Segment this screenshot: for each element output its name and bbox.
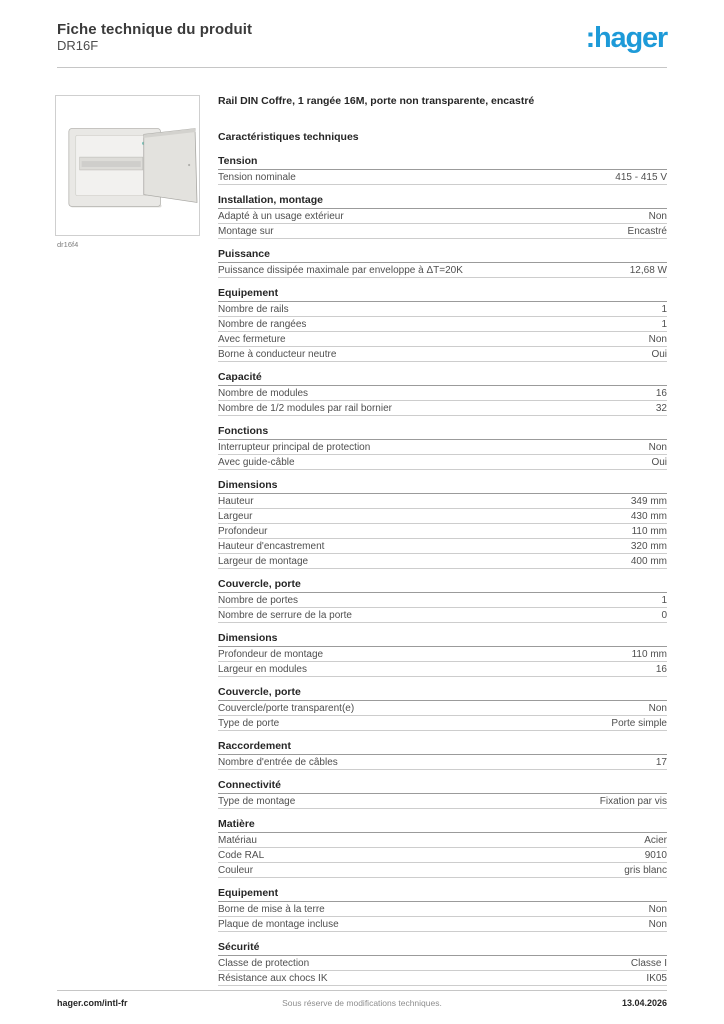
spec-section — [218, 818, 667, 878]
spec-label: Nombre de serrure de la porte — [218, 609, 352, 621]
spec-value: Oui — [651, 348, 667, 360]
spec-value: 110 mm — [631, 648, 667, 660]
section-title: Dimensions — [218, 632, 667, 647]
spec-value: 16 — [655, 663, 667, 675]
hager-logo: :hager — [585, 22, 667, 54]
spec-label: Nombre d'entrée de câbles — [218, 756, 338, 768]
spec-section — [218, 632, 667, 677]
spec-row — [218, 755, 667, 770]
characteristics-heading: Caractéristiques techniques — [218, 131, 359, 143]
spec-value: 110 mm — [631, 525, 667, 537]
section-title: Tension — [218, 155, 667, 170]
section-rows — [218, 386, 667, 416]
spec-row — [218, 701, 667, 716]
spec-label: Matériau — [218, 834, 257, 846]
spec-value: Fixation par vis — [599, 795, 667, 807]
spec-section — [218, 686, 667, 731]
section-title: Raccordement — [218, 740, 667, 755]
section-rows — [218, 956, 667, 986]
main-content — [218, 95, 667, 986]
section-title: Equipement — [218, 887, 667, 902]
spec-label: Largeur de montage — [218, 555, 309, 567]
spec-row — [218, 455, 667, 470]
enclosure-illustration — [56, 96, 199, 235]
spec-label: Profondeur — [218, 525, 268, 537]
spec-label: Avec guide-câble — [218, 456, 295, 468]
section-title: Connectivité — [218, 779, 667, 794]
spec-value: Non — [648, 210, 667, 222]
section-title: Installation, montage — [218, 194, 667, 209]
spec-label: Nombre de rails — [218, 303, 289, 315]
section-title: Capacité — [218, 371, 667, 386]
section-title: Puissance — [218, 248, 667, 263]
footer-divider — [57, 990, 667, 991]
spec-row — [218, 608, 667, 623]
spec-row — [218, 593, 667, 608]
product-reference: DR16F — [57, 38, 99, 53]
spec-value: 9010 — [644, 849, 667, 861]
section-rows — [218, 902, 667, 932]
spec-row — [218, 554, 667, 569]
spec-value: Non — [648, 918, 667, 930]
spec-value: 32 — [655, 402, 667, 414]
spec-row — [218, 170, 667, 185]
spec-label: Avec fermeture — [218, 333, 286, 345]
spec-row — [218, 224, 667, 239]
spec-value: Porte simple — [611, 717, 667, 729]
spec-value: Acier — [644, 834, 667, 846]
spec-row — [218, 401, 667, 416]
spec-row — [218, 263, 667, 278]
section-rows — [218, 833, 667, 878]
spec-label: Adapté à un usage extérieur — [218, 210, 344, 222]
section-rows — [218, 263, 667, 278]
spec-label: Nombre de rangées — [218, 318, 307, 330]
header-divider — [57, 67, 667, 68]
spec-row — [218, 509, 667, 524]
section-title: Sécurité — [218, 941, 667, 956]
spec-row — [218, 971, 667, 986]
spec-label: Hauteur — [218, 495, 254, 507]
spec-section — [218, 740, 667, 770]
spec-value: 1 — [661, 318, 667, 330]
spec-section — [218, 155, 667, 185]
spec-row — [218, 347, 667, 362]
spec-label: Type de porte — [218, 717, 280, 729]
section-rows — [218, 209, 667, 239]
spec-value: 430 mm — [630, 510, 667, 522]
spec-row — [218, 956, 667, 971]
section-title: Equipement — [218, 287, 667, 302]
spec-value: 1 — [661, 303, 667, 315]
page-title: Fiche technique du produit — [57, 21, 253, 38]
footer-disclaimer: Sous réserve de modifications techniques. — [282, 998, 442, 1008]
spec-label: Couvercle/porte transparent(e) — [218, 702, 355, 714]
spec-label: Interrupteur principal de protection — [218, 441, 371, 453]
section-title: Couvercle, porte — [218, 578, 667, 593]
spec-row — [218, 524, 667, 539]
spec-section — [218, 287, 667, 362]
spec-value: IK05 — [646, 972, 667, 984]
spec-label: Borne à conducteur neutre — [218, 348, 337, 360]
spec-value: Encastré — [627, 225, 667, 237]
image-caption: dr16f4 — [57, 240, 79, 249]
spec-value: 12,68 W — [629, 264, 667, 276]
spec-label: Hauteur d'encastrement — [218, 540, 325, 552]
spec-row — [218, 662, 667, 677]
spec-section — [218, 248, 667, 278]
spec-value: 400 mm — [630, 555, 667, 567]
spec-value: 349 mm — [630, 495, 667, 507]
spec-row — [218, 332, 667, 347]
spec-label: Largeur — [218, 510, 253, 522]
header — [57, 21, 667, 54]
section-title: Dimensions — [218, 479, 667, 494]
section-rows — [218, 755, 667, 770]
spec-row — [218, 902, 667, 917]
spec-row — [218, 833, 667, 848]
spec-label: Nombre de 1/2 modules par rail bornier — [218, 402, 392, 414]
spec-row — [218, 494, 667, 509]
spec-row — [218, 647, 667, 662]
spec-label: Type de montage — [218, 795, 296, 807]
section-rows — [218, 701, 667, 731]
spec-label: Largeur en modules — [218, 663, 307, 675]
spec-value: 16 — [655, 387, 667, 399]
sections — [218, 155, 667, 986]
spec-label: Profondeur de montage — [218, 648, 324, 660]
spec-row — [218, 848, 667, 863]
spec-label: Plaque de montage incluse — [218, 918, 339, 930]
spec-section — [218, 479, 667, 569]
spec-label: Tension nominale — [218, 171, 296, 183]
spec-label: Code RAL — [218, 849, 265, 861]
spec-value: gris blanc — [624, 864, 667, 876]
spec-section — [218, 194, 667, 239]
spec-value: Non — [648, 702, 667, 714]
spec-value: 320 mm — [630, 540, 667, 552]
spec-row — [218, 794, 667, 809]
section-rows — [218, 302, 667, 362]
spec-row — [218, 302, 667, 317]
spec-row — [218, 539, 667, 554]
spec-label: Couleur — [218, 864, 254, 876]
section-rows — [218, 593, 667, 623]
spec-row — [218, 386, 667, 401]
spec-row — [218, 209, 667, 224]
spec-row — [218, 917, 667, 932]
section-rows — [218, 494, 667, 569]
section-rows — [218, 440, 667, 470]
spec-section — [218, 887, 667, 932]
spec-section — [218, 578, 667, 623]
spec-label: Nombre de modules — [218, 387, 309, 399]
spec-section — [218, 425, 667, 470]
section-rows — [218, 170, 667, 185]
section-rows — [218, 794, 667, 809]
section-title: Matière — [218, 818, 667, 833]
spec-row — [218, 863, 667, 878]
product-image — [55, 95, 200, 236]
spec-value: Non — [648, 441, 667, 453]
spec-row — [218, 440, 667, 455]
footer-date: 13.04.2026 — [621, 998, 667, 1008]
spec-label: Montage sur — [218, 225, 274, 237]
spec-value: Non — [648, 333, 667, 345]
section-title: Fonctions — [218, 425, 667, 440]
spec-label: Nombre de portes — [218, 594, 299, 606]
footer — [57, 998, 667, 1008]
spec-row — [218, 317, 667, 332]
footer-website-link[interactable]: hager.com/intl-fr — [57, 998, 128, 1008]
spec-section — [218, 941, 667, 986]
spec-section — [218, 371, 667, 416]
section-title: Couvercle, porte — [218, 686, 667, 701]
spec-row — [218, 716, 667, 731]
spec-label: Puissance dissipée maximale par enveloppe à ΔT=20K — [218, 264, 463, 276]
spec-value: 415 - 415 V — [615, 171, 667, 183]
spec-value: Oui — [651, 456, 667, 468]
spec-value: 0 — [661, 609, 667, 621]
section-rows — [218, 647, 667, 677]
spec-label: Borne de mise à la terre — [218, 903, 325, 915]
spec-value: Non — [648, 903, 667, 915]
spec-value: 17 — [655, 756, 667, 768]
spec-section — [218, 779, 667, 809]
spec-value: 1 — [661, 594, 667, 606]
spec-label: Classe de protection — [218, 957, 310, 969]
spec-value: Classe I — [630, 957, 667, 969]
product-description: Rail DIN Coffre, 1 rangée 16M, porte non transparente, encastré — [218, 95, 535, 107]
spec-label: Résistance aux chocs IK — [218, 972, 328, 984]
